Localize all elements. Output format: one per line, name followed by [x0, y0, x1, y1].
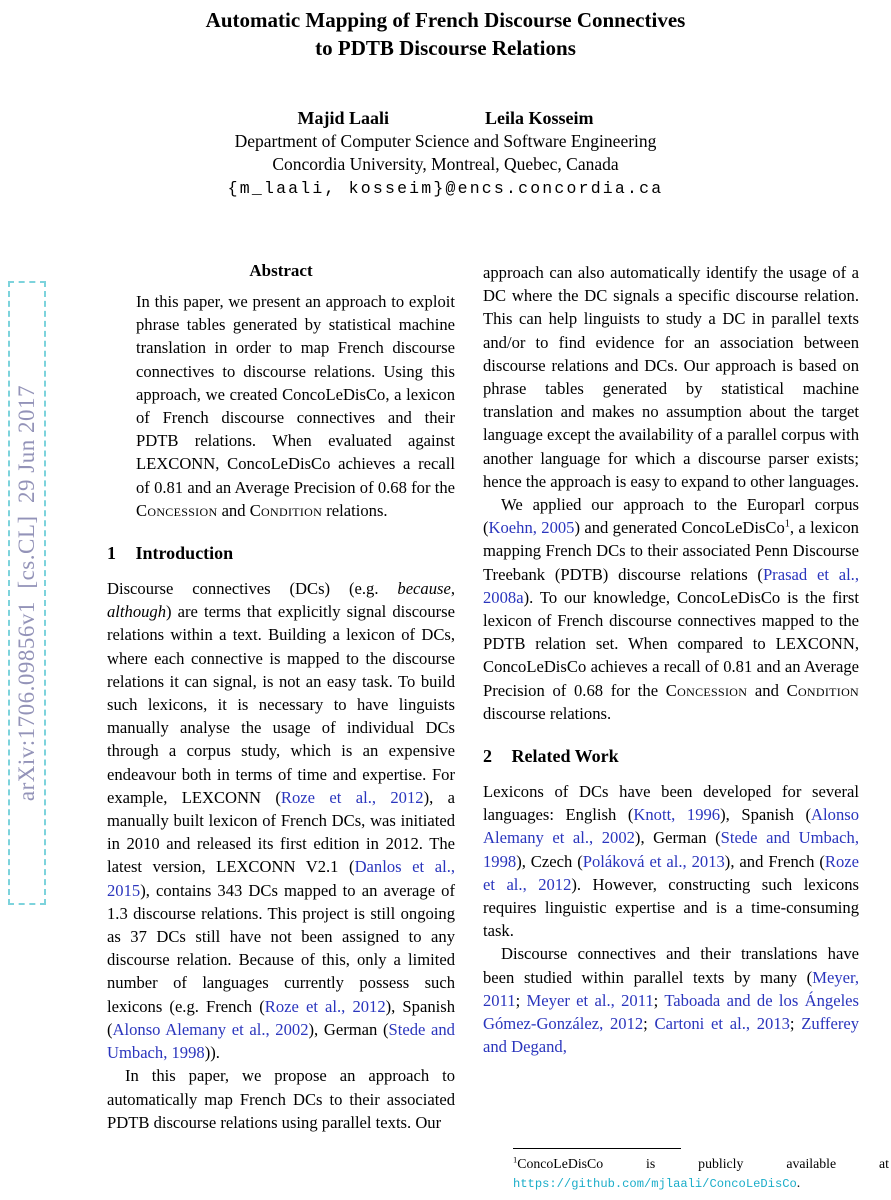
- abstract-paragraph: In this paper, we present an approach to exploit phrase tables generated by statistical machine translation in order to map French discourse connectives to discourse relations. Using this approach, we created ConcoLeDisCo, a lexicon of French discourse connectives and their PDTB relations. When evaluated against LEXCONN, ConcoLeDisCo achieves a recall of 0.81 and an Average Precision of 0.68 for the Concession and Condition relations.: [136, 292, 455, 520]
- right-column: [483, 261, 859, 1134]
- citation-link[interactable]: Koehn, 2005: [488, 518, 575, 538]
- intro-paragraph-2-right: approach can also automatically identify the usage of a DC where the DC signals a specific discourse relation. This can help linguists to study a DC in parallel texts and/or to find evidence for an association between discourse relations and DCs. Our approach is based on phrase tables generated by statistical machine translation and makes no assumption about the target language except the availability of a parallel corpus with another language for which a discourse parser exists; hence the approach is easy to expand to other languages.: [483, 263, 859, 491]
- citation-link[interactable]: Poláková et al., 2013: [582, 851, 725, 871]
- footnote-rule: [513, 1148, 681, 1149]
- arxiv-id-label: arXiv:1706.09856v1 [cs.CL] 29 Jun 2017: [14, 384, 39, 802]
- two-column-body: [107, 261, 859, 1134]
- citation-link[interactable]: Stede and Umbach, 1998: [107, 1019, 455, 1063]
- author-name-1: Majid Laali: [297, 108, 389, 128]
- section-number: 2: [483, 746, 492, 767]
- citation-link[interactable]: Roze et al., 2012: [483, 851, 859, 894]
- section-title: Introduction: [135, 543, 234, 564]
- authors-email: {m_laali, kosseim}@encs.concordia.ca: [227, 179, 664, 198]
- related-paragraph-2: Discourse connectives and their translations have been studied within parallel texts by many (Meyer, 2011; Meyer et al., 2011; Taboada and de los Ángeles Gómez-González, 2012; Cartoni et al., 2013; Zufferey and Degand,: [483, 944, 860, 1057]
- intro-paragraph-1: Discourse connectives (DCs) (e.g. because, although) are terms that explicitly signal discourse relations within a text. Building a lexicon of DCs, where each connective is mapped to the discourse relations it can signal, is not an easy task. To build such lexicons, it is necessary to have linguists manually analyse the usage of individual DCs through a corpus study, which is an expensive endeavour both in terms of time and expertise. For example, LEXCONN (Roze et al., 2012), a manually built lexicon of French DCs, was initiated in 2010 and released its first edition in 2012. The latest version, LEXCONN V2.1 (Danlos et al., 2015), contains 343 DCs mapped to an average of 1.3 discourse relations. This project is still ongoing as 37 DCs still have not been assigned to any discourse relation. Because of this, only a limited number of languages currently possess such lexicons (e.g. French (Roze et al., 2012), Spanish (Alonso Alemany et al., 2002), German (Stede and Umbach, 1998)).: [107, 579, 455, 1063]
- citation-link[interactable]: Alonso Alemany et al., 2002: [483, 805, 859, 848]
- citation-link[interactable]: Taboada and de los Ángeles Gómez-González, 2012: [483, 990, 859, 1034]
- author-name-2: Leila Kosseim: [485, 108, 594, 128]
- related-paragraph-1: Lexicons of DCs have been developed for several languages: English (Knott, 1996), Spanish (Alonso Alemany et al., 2002), German (Stede and Umbach, 1998), Czech (Poláková et al., 2013), and French (Roze et al., 2012). However, constructing such lexicons requires linguistic expertise and is a time-consuming task.: [483, 782, 859, 941]
- citation-link[interactable]: Prasad et al., 2008a: [483, 564, 859, 607]
- citation-link[interactable]: Danlos et al., 2015: [107, 857, 455, 900]
- footnote: [513, 1142, 889, 1194]
- intro-paragraph-3: We applied our approach to the Europarl corpus (Koehn, 2005) and generated ConcoLeDisCo$^1$, a lexicon mapping French DCs to their associated Penn Discourse Treebank (PDTB) discourse relations (Prasad et al., 2008a). To our knowledge, ConcoLeDisCo is the first lexicon of French discourse connectives mapped to the PDTB relation set. When compared to LEXCONN, ConcoLeDisCo achieves a recall of 0.81 and an Average Precision of 0.68 for the Concession and Condition discourse relations.: [483, 495, 859, 723]
- intro-paragraph-2-left: In this paper, we propose an approach to automatically map French DCs to their associated PDTB discourse relations using parallel texts. Our: [107, 1066, 455, 1132]
- section-title: Related Work: [511, 746, 619, 767]
- paper-title: [0, 6, 891, 62]
- abstract-heading: Abstract: [249, 261, 313, 280]
- section-heading-related-work: [483, 745, 859, 767]
- arxiv-watermark: [8, 281, 46, 905]
- affiliation-line-2: Concordia University, Montreal, Quebec, Canada: [272, 154, 619, 174]
- footnote-text: $^1$ConcoLeDisCo is publicly available at https://github.com/mjlaali/ConcoLeDisCo.: [513, 1154, 889, 1191]
- affiliation-line-1: Department of Computer Science and Software Engineering: [234, 131, 657, 151]
- citation-link[interactable]: Cartoni et al., 2013: [654, 1014, 790, 1034]
- url-link[interactable]: https://github.com/mjlaali/ConcoLeDisCo: [513, 1177, 797, 1191]
- section-heading-introduction: [107, 542, 455, 564]
- paper-header: [0, 0, 891, 198]
- title-line-2: to PDTB Discourse Relations: [315, 36, 576, 60]
- citation-link[interactable]: Roze et al., 2012: [280, 787, 424, 807]
- title-line-1: Automatic Mapping of French Discourse Connectives: [205, 8, 686, 32]
- authors-row: [0, 106, 891, 130]
- citation-link[interactable]: Meyer et al., 2011: [526, 990, 654, 1010]
- citation-link[interactable]: Stede and Umbach, 1998: [483, 828, 859, 871]
- abstract-body: [107, 290, 455, 522]
- citation-link[interactable]: Alonso Alemany et al., 2002: [112, 1019, 309, 1039]
- citation-link[interactable]: Meyer, 2011: [483, 967, 859, 1010]
- citation-link[interactable]: Zufferey and Degand,: [483, 1014, 860, 1057]
- section-number: 1: [107, 543, 116, 564]
- citation-link[interactable]: Roze et al., 2012: [264, 996, 386, 1016]
- citation-link[interactable]: Knott, 1996: [633, 805, 721, 825]
- left-column: [107, 261, 455, 1134]
